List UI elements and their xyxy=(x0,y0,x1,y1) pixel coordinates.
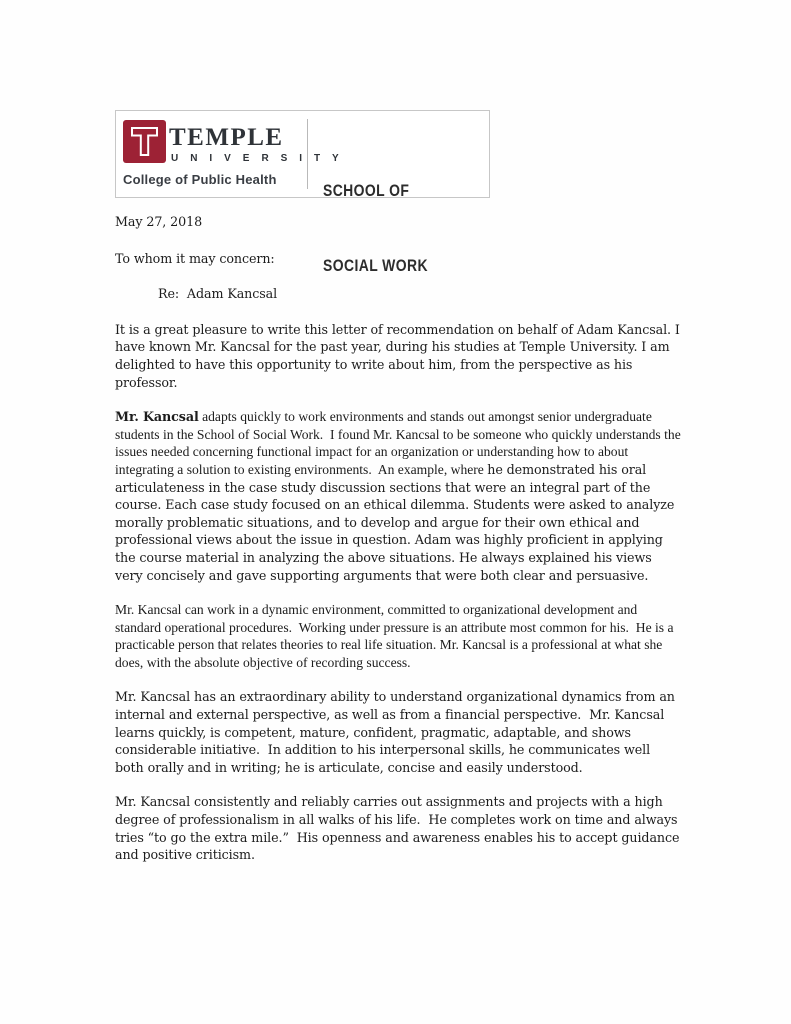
text-run: adapts quickly to work environments and stands out amongst senior undergraduate students in the School of Social Work. I found Mr. Kancsal to be someone who quickly understands the issues needed concerning functional impact for an organization or understanding how to about integrating a solution to existing environments. An example, where xyxy=(115,409,685,477)
letter-body xyxy=(115,213,685,881)
re-line: Re: Adam Kancsal xyxy=(158,286,278,302)
paragraph xyxy=(115,793,682,863)
paragraph xyxy=(115,601,682,671)
school-name-line-2: SOCIAL WORK xyxy=(323,256,428,275)
text-run: It is a great pleasure to write this letter of recommendation on behalf of Adam Kancsal. I have known Mr. Kancsal for the past year, during his studies at Temple University. I am delighted to have this opportunity to write about him, from the perspective as his professor. xyxy=(115,321,684,390)
text-run: Mr. Kancsal xyxy=(115,409,199,425)
school-name-block xyxy=(308,111,489,275)
university-text: U N I V E R S I T Y xyxy=(171,153,344,164)
paragraph xyxy=(115,321,682,391)
school-name-line-1: SCHOOL OF xyxy=(323,181,410,200)
text-run: Mr. Kancsal has an extraordinary ability to understand organizational dynamics from an internal and external perspective, as well as from a financial perspective. Mr. Kancsal learns quickly, is competent, mature, confident, pragmatic, adaptable, and shows considerable initiative. In addition to his interpersonal skills, he communicates well both orally and in writing; he is articulate, concise and easily understood. xyxy=(115,689,679,775)
date-line: May 27, 2018 xyxy=(115,214,203,229)
temple-wordmark: TEMPLE xyxy=(169,124,284,151)
paragraph xyxy=(115,688,682,776)
paragraph xyxy=(115,408,685,584)
college-of-public-health-text: College of Public Health xyxy=(123,172,277,187)
text-run: Mr. Kancsal can work in a dynamic environment, committed to organizational development and standard operational procedures. Working under pressure is an attribute most common for his. He is a practicable person that relates theories to real life situation. Mr. Kancsal is a professional at what she does, with the absolute objective of recording success. xyxy=(115,602,677,670)
temple-university-logo xyxy=(116,111,344,197)
letter-paragraphs xyxy=(115,321,685,864)
temple-t-icon xyxy=(123,120,166,163)
text-run: he demonstrated his oral articulateness in the case study discussion sections that were an integral part of the course. Each case study focused on an ethical dilemma. Students were asked to analyze morally problematic situations, and to develop and argue for their own ethical and professional views about the issue in question. Adam was highly proficient in applying the course material in analyzing the above situations. He always explained his views very concisely and gave supporting arguments that were both clear and persuasive. xyxy=(115,461,679,583)
salutation-line: To whom it may concern: xyxy=(115,250,275,266)
text-run: Mr. Kancsal consistently and reliably carries out assignments and projects with a high degree of professionalism in all walks of his life. He completes work on time and always tries “to go the extra mile.” His openness and awareness enables his to accept guidance and positive criticism. xyxy=(115,794,684,863)
